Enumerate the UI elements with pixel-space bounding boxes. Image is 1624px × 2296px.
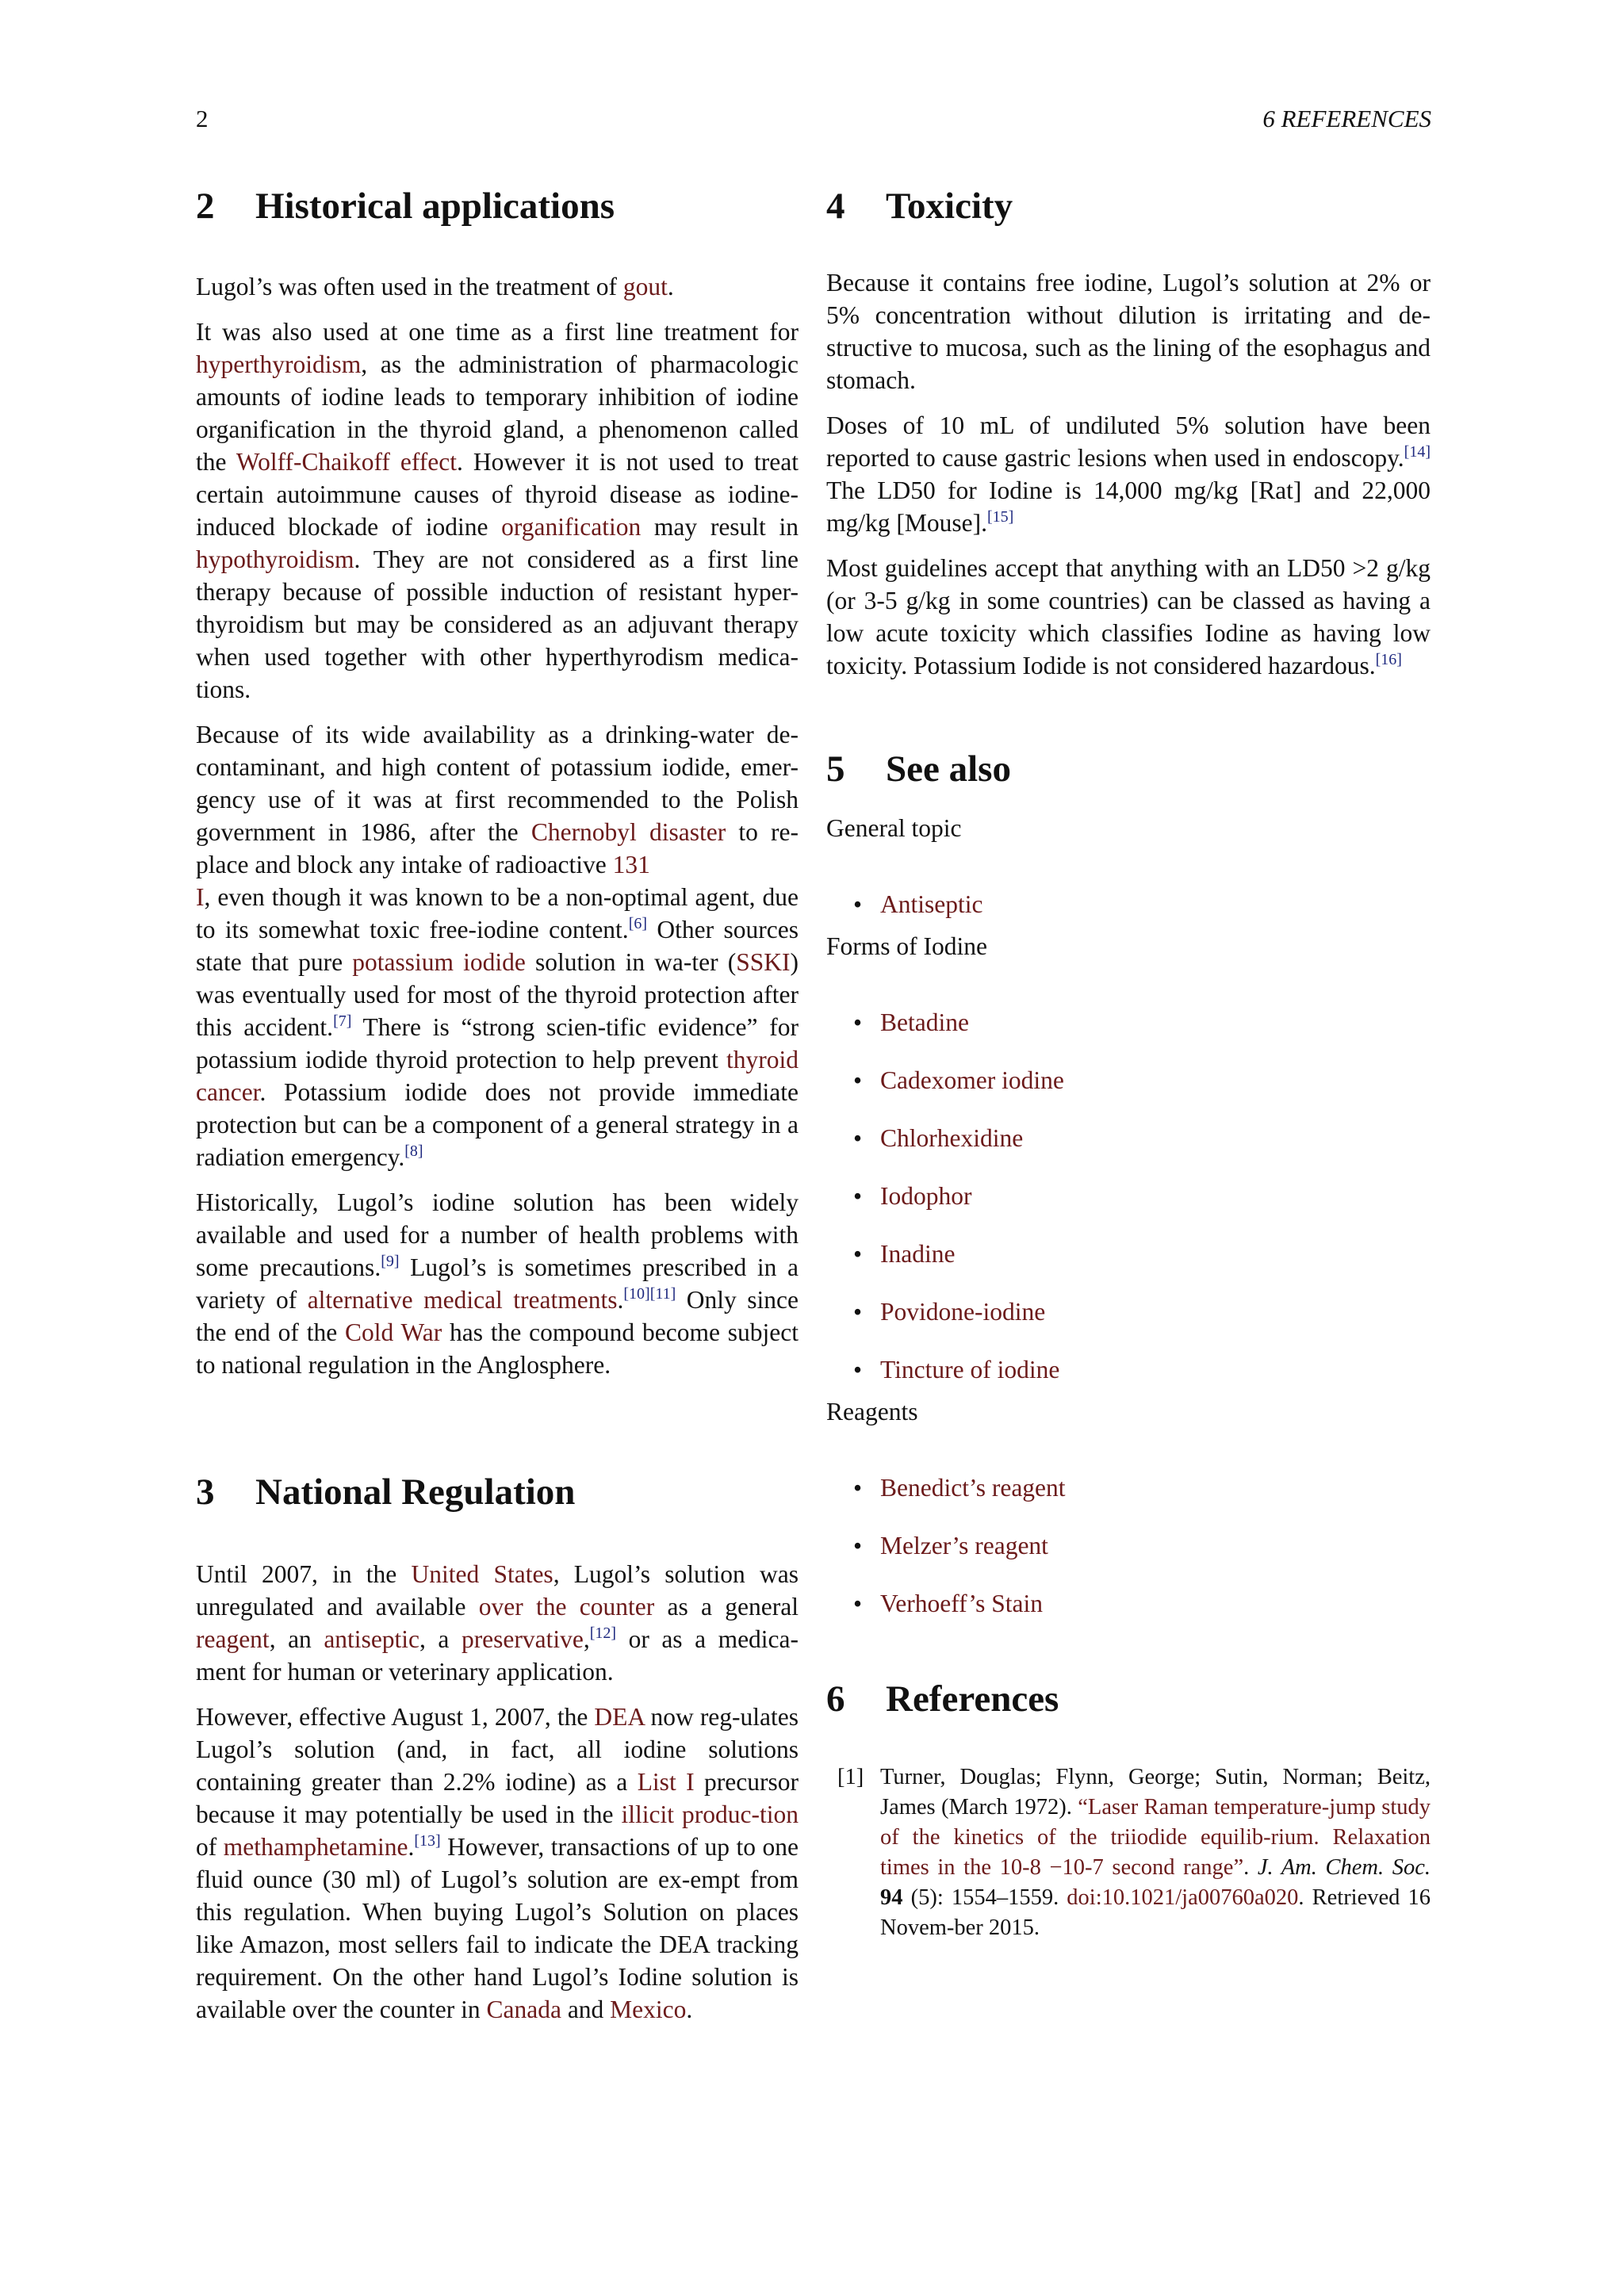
link-see-also[interactable]: Chlorhexidine — [880, 1124, 1024, 1152]
link-list-i[interactable]: List I — [637, 1768, 695, 1796]
list-item — [826, 1471, 1431, 1529]
right-column — [826, 184, 1431, 1943]
bullet: • — [853, 1008, 863, 1036]
list-item — [826, 888, 1431, 946]
section-number: 2 — [196, 186, 215, 227]
link-wolff-chaikoff[interactable]: Wolff-Chaikoff effect — [236, 448, 457, 476]
list-forms-of-iodine — [826, 1006, 1431, 1411]
link-see-also[interactable]: Melzer’s reagent — [880, 1532, 1048, 1559]
link-see-also[interactable]: Tincture of iodine — [880, 1356, 1060, 1383]
reference-list — [826, 1762, 1431, 1943]
link-alternative-medical[interactable]: alternative medical treatments — [307, 1286, 618, 1314]
bullet: • — [853, 1590, 863, 1617]
link-methamphetamine[interactable]: methamphetamine — [223, 1833, 408, 1861]
link-canada[interactable]: Canada — [486, 1996, 561, 2023]
paragraph: Doses of 10 mL of undiluted 5% solution have been reported to cause gastric lesions when used in endoscopy.[14] The LD50 for Iodine is 14,000 mg/kg [Rat] and 22,000 mg/kg [Mouse].[15] — [826, 411, 1431, 537]
citation[interactable]: [15] — [986, 508, 1014, 526]
bullet: • — [853, 890, 863, 918]
list-reagents — [826, 1471, 1431, 1645]
running-header: 6 REFERENCES — [1262, 105, 1431, 132]
bullet: • — [853, 1182, 863, 1210]
section-title: Historical applications — [255, 186, 615, 227]
section-heading-regulation — [196, 1470, 799, 1514]
link-iodine-131[interactable]: 131 I — [196, 851, 650, 911]
link-see-also[interactable]: Iodophor — [880, 1182, 972, 1210]
link-antiseptic[interactable]: antiseptic — [324, 1625, 420, 1653]
bullet: • — [853, 1356, 863, 1383]
citation[interactable]: [10] — [623, 1285, 650, 1303]
bullet: • — [853, 1532, 863, 1559]
bullet: • — [853, 1124, 863, 1152]
link-chernobyl[interactable]: Chernobyl disaster — [530, 818, 726, 846]
citation[interactable]: [14] — [1404, 443, 1431, 461]
section-heading-see-also — [826, 747, 1431, 791]
link-see-also[interactable]: Verhoeff’s Stain — [880, 1590, 1043, 1617]
list-item — [826, 1238, 1431, 1295]
link-hyperthyroidism[interactable]: hyperthyroidism — [196, 350, 362, 378]
link-see-also[interactable]: Povidone-iodine — [880, 1298, 1046, 1326]
citation[interactable]: [7] — [333, 1012, 352, 1030]
bullet: • — [853, 1240, 863, 1268]
link-see-also[interactable]: Betadine — [880, 1008, 969, 1036]
link-see-also[interactable]: Inadine — [880, 1240, 956, 1268]
reference-journal: J. Am. Chem. Soc. — [1257, 1855, 1431, 1880]
section-title: References — [886, 1678, 1059, 1720]
link-gout[interactable]: gout — [622, 273, 668, 300]
section-title: National Regulation — [255, 1471, 576, 1513]
link-dea[interactable]: DEA — [594, 1703, 645, 1731]
paragraph: Lugol’s was often used in the treatment of gout. — [196, 273, 674, 300]
link-hypothyroidism[interactable]: hypothyroidism — [196, 545, 354, 573]
paragraph: Because of its wide availability as a drinking-water de-contaminant, and high content of potassium iodide, emer-gency use of it was at first recommended to the Polish government in 1986, after the Chernobyl disaster to re-place and block any intake of radioactive 131 I, even though it was known to be a non-optimal agent, due to its somewhat toxic free-iodine content.[6] Other sources state that pure potassium iodide solution in wa-ter (SSKI) was eventually used for most of the thyroid protection after this accident.[7] There is “strong scien-tific evidence” for potassium iodide thyroid protection to help prevent thyroid cancer. Potassium iodide does not provide immediate protection but can be a component of a general strategy in a radiation emergency.[8] — [196, 721, 799, 1171]
section-heading-references — [826, 1677, 1431, 1721]
link-over-the-counter[interactable]: over the counter — [478, 1593, 655, 1621]
subheading-forms-of-iodine: Forms of Iodine — [826, 932, 987, 960]
link-see-also[interactable]: Cadexomer iodine — [880, 1066, 1064, 1094]
bullet: • — [853, 1298, 863, 1326]
bullet: • — [853, 1066, 863, 1094]
section-number: 5 — [826, 748, 845, 790]
link-see-also[interactable]: Antiseptic — [880, 890, 983, 918]
link-see-also[interactable]: Benedict’s reagent — [880, 1474, 1066, 1502]
link-thyroid-cancer[interactable]: thyroid cancer — [196, 1046, 799, 1106]
citation[interactable]: [12] — [589, 1624, 617, 1642]
citation[interactable]: [16] — [1375, 651, 1402, 668]
paragraph: Most guidelines accept that anything with an LD50 >2 g/kg (or 3-5 g/kg in some countries) can be classed as having a low acute toxicity which classifies Iodine as having low toxicity. Potassium Iodide is not considered hazardous.[16] — [826, 554, 1431, 679]
link-cold-war[interactable]: Cold War — [345, 1318, 442, 1346]
link-mexico[interactable]: Mexico — [610, 1996, 687, 2023]
link-illicit-production[interactable]: illicit produc-tion — [621, 1800, 799, 1828]
section-heading-historical — [196, 184, 799, 228]
bullet: • — [853, 1474, 863, 1502]
citation[interactable]: [11] — [649, 1285, 676, 1303]
link-doi[interactable]: doi:10.1021/ja00760a020 — [1067, 1885, 1299, 1910]
list-general-topic — [826, 888, 1431, 946]
paragraph: However, effective August 1, 2007, the DEA now reg-ulates Lugol’s solution (and, in fact, all iodine solutions containing greater than 2.2% iodine) as a List I precursor because it may potentially be used in the illicit produc-tion of methamphetamine.[13] However, transactions of up to one fluid ounce (30 ml) of Lugol’s solution are ex-empt from this regulation. When buying Lugol’s Solution on places like Amazon, most sellers fail to indicate the DEA tracking requirement. On the other hand Lugol’s Iodine solution is available over the counter in Canada and Mexico. — [196, 1703, 799, 2023]
section-title: Toxicity — [886, 186, 1013, 227]
section-heading-toxicity — [826, 184, 1431, 228]
list-item — [826, 1529, 1431, 1587]
link-reference-title[interactable]: “Laser Raman temperature-jump study of the kinetics of the triiodide equilib-rium. Relaxation times in the 10-8 −10-7 second range” — [880, 1795, 1431, 1880]
reference-volume: 94 — [880, 1885, 903, 1910]
subheading-reagents: Reagents — [826, 1398, 918, 1425]
citation[interactable]: [9] — [381, 1253, 400, 1270]
citation[interactable]: [8] — [404, 1142, 423, 1160]
list-item — [826, 1353, 1431, 1411]
list-item — [826, 1064, 1431, 1122]
left-column — [196, 184, 799, 2038]
paragraph: It was also used at one time as a first line treatment for hyperthyroidism, as the administration of pharmacologic amounts of iodine leads to temporary inhibition of iodine organification in the thyroid gland, a phenomenon called the Wolff-Chaikoff effect. However it is not used to treat certain autoimmune causes of thyroid disease as iodine-induced blockade of iodine organification may result in hypothyroidism. They are not considered as a first line therapy because of possible induction of resistant hyper-thyroidism but may be considered as an adjuvant therapy when used together with other hyperthyrodism medica-tions. — [196, 318, 799, 703]
reference-text: Turner, Douglas; Flynn, George; Sutin, Norman; Beitz, James (March 1972). “Laser Raman temperature-jump study of the kinetics of the triiodide equilib-rium. Relaxation times in the 10-8 −10-7 second range”. J. Am. Chem. Soc. 94 (5): 1554–1559. doi:10.1021/ja00760a020. Retrieved 16 Novem-ber 2015. — [880, 1765, 1431, 1940]
paragraph: Historically, Lugol’s iodine solution has been widely available and used for a number of health problems with some precautions.[9] Lugol’s is sometimes prescribed in a variety of alternative medical treatments.[10][11] Only since the end of the Cold War has the compound become subject to national regulation in the Anglosphere. — [196, 1188, 799, 1379]
link-sski[interactable]: SSKI — [736, 948, 791, 976]
section-number: 4 — [826, 186, 845, 227]
link-reagent[interactable]: reagent — [196, 1625, 270, 1653]
list-item — [826, 1587, 1431, 1645]
section-title: See also — [886, 748, 1011, 790]
page-number: 2 — [196, 105, 209, 132]
link-organification[interactable]: organification — [501, 513, 642, 541]
citation[interactable]: [6] — [628, 915, 648, 932]
citation[interactable]: [13] — [414, 1832, 441, 1850]
list-item — [826, 1180, 1431, 1238]
reference-item — [826, 1762, 1431, 1943]
reference-number: [1] — [837, 1765, 864, 1789]
subheading-general-topic: General topic — [826, 814, 962, 842]
paragraph: Because it contains free iodine, Lugol’s solution at 2% or 5% concentration without dilution is irritating and de-structive to mucosa, such as the lining of the esophagus and stomach. — [826, 269, 1431, 394]
section-number: 6 — [826, 1678, 845, 1720]
list-item — [826, 1006, 1431, 1064]
paragraph: Until 2007, in the United States, Lugol’s solution was unregulated and available over the counter as a general reagent, an antiseptic, a preservative,[12] or as a medica-ment for human or veterinary application. — [196, 1560, 799, 1686]
section-number: 3 — [196, 1471, 215, 1513]
list-item — [826, 1295, 1431, 1353]
link-united-states[interactable]: United States — [411, 1560, 553, 1588]
link-preservative[interactable]: preservative — [461, 1625, 584, 1653]
link-potassium-iodide[interactable]: potassium iodide — [352, 948, 526, 976]
list-item — [826, 1122, 1431, 1180]
